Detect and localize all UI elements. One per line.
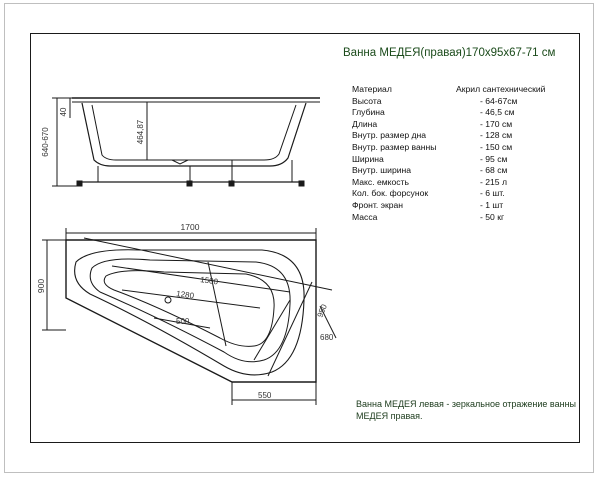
spec-value: - 150 см	[480, 141, 513, 152]
dim-950-label: 950	[315, 302, 329, 319]
dim-height-label: 640-670	[41, 127, 50, 157]
dim-depth-label: 464,87	[136, 119, 145, 145]
dim-length-label: 1700	[180, 222, 200, 232]
top-drain	[165, 297, 171, 303]
spec-label: Макс. емкость	[352, 176, 409, 187]
drawing-title: Ванна МЕДЕЯ(правая)170x95x67-71 см	[343, 47, 556, 59]
spec-value: - 1 шт	[480, 199, 504, 210]
spec-value: - 68 см	[480, 165, 508, 176]
spec-value: - 6 шт.	[480, 188, 505, 199]
spec-label: Масса	[352, 211, 378, 222]
top-outline	[66, 240, 316, 382]
spec-value: - 215 л	[480, 176, 507, 187]
spec-value: - 128 см	[480, 130, 513, 141]
dim-diag-680	[254, 300, 290, 360]
spec-label: Длина	[352, 118, 378, 129]
spec-label: Глубина	[352, 107, 385, 118]
spec-label: Ширина	[352, 153, 384, 164]
top-rim	[75, 250, 304, 375]
spec-label: Высота	[352, 95, 382, 106]
spec-label: Фронт. экран	[352, 199, 404, 210]
spec-value: - 50 кг	[480, 211, 505, 222]
dim-1500-label: 1500	[199, 275, 219, 287]
mirror-note: Ванна МЕДЕЯ левая - зеркальное отражение ванны МЕДЕЯ правая.	[356, 399, 577, 421]
spec-value: - 64-67см	[480, 95, 518, 106]
top-tub-bottom	[104, 271, 274, 347]
dim-rim-label: 40	[59, 107, 68, 117]
spec-value: - 95 см	[480, 153, 508, 164]
spec-label: Внутр. размер ванны	[352, 141, 437, 152]
spec-label: Внутр. ширина	[352, 165, 412, 176]
dim-width-label: 900	[36, 278, 46, 294]
spec-label: Кол. бок. форсунок	[352, 188, 429, 199]
dim-1280-label: 1280	[175, 289, 195, 301]
dim-500-label: 500	[176, 317, 190, 326]
spec-value: Акрил сантехнический	[456, 84, 546, 94]
dim-550-label: 550	[258, 391, 272, 400]
dim-680-label: 680	[320, 333, 334, 342]
spec-label: Материал	[352, 84, 392, 94]
spec-label: Внутр. размер дна	[352, 130, 427, 141]
spec-value: - 170 см	[480, 118, 513, 129]
spec-value: - 46,5 см	[480, 107, 515, 118]
